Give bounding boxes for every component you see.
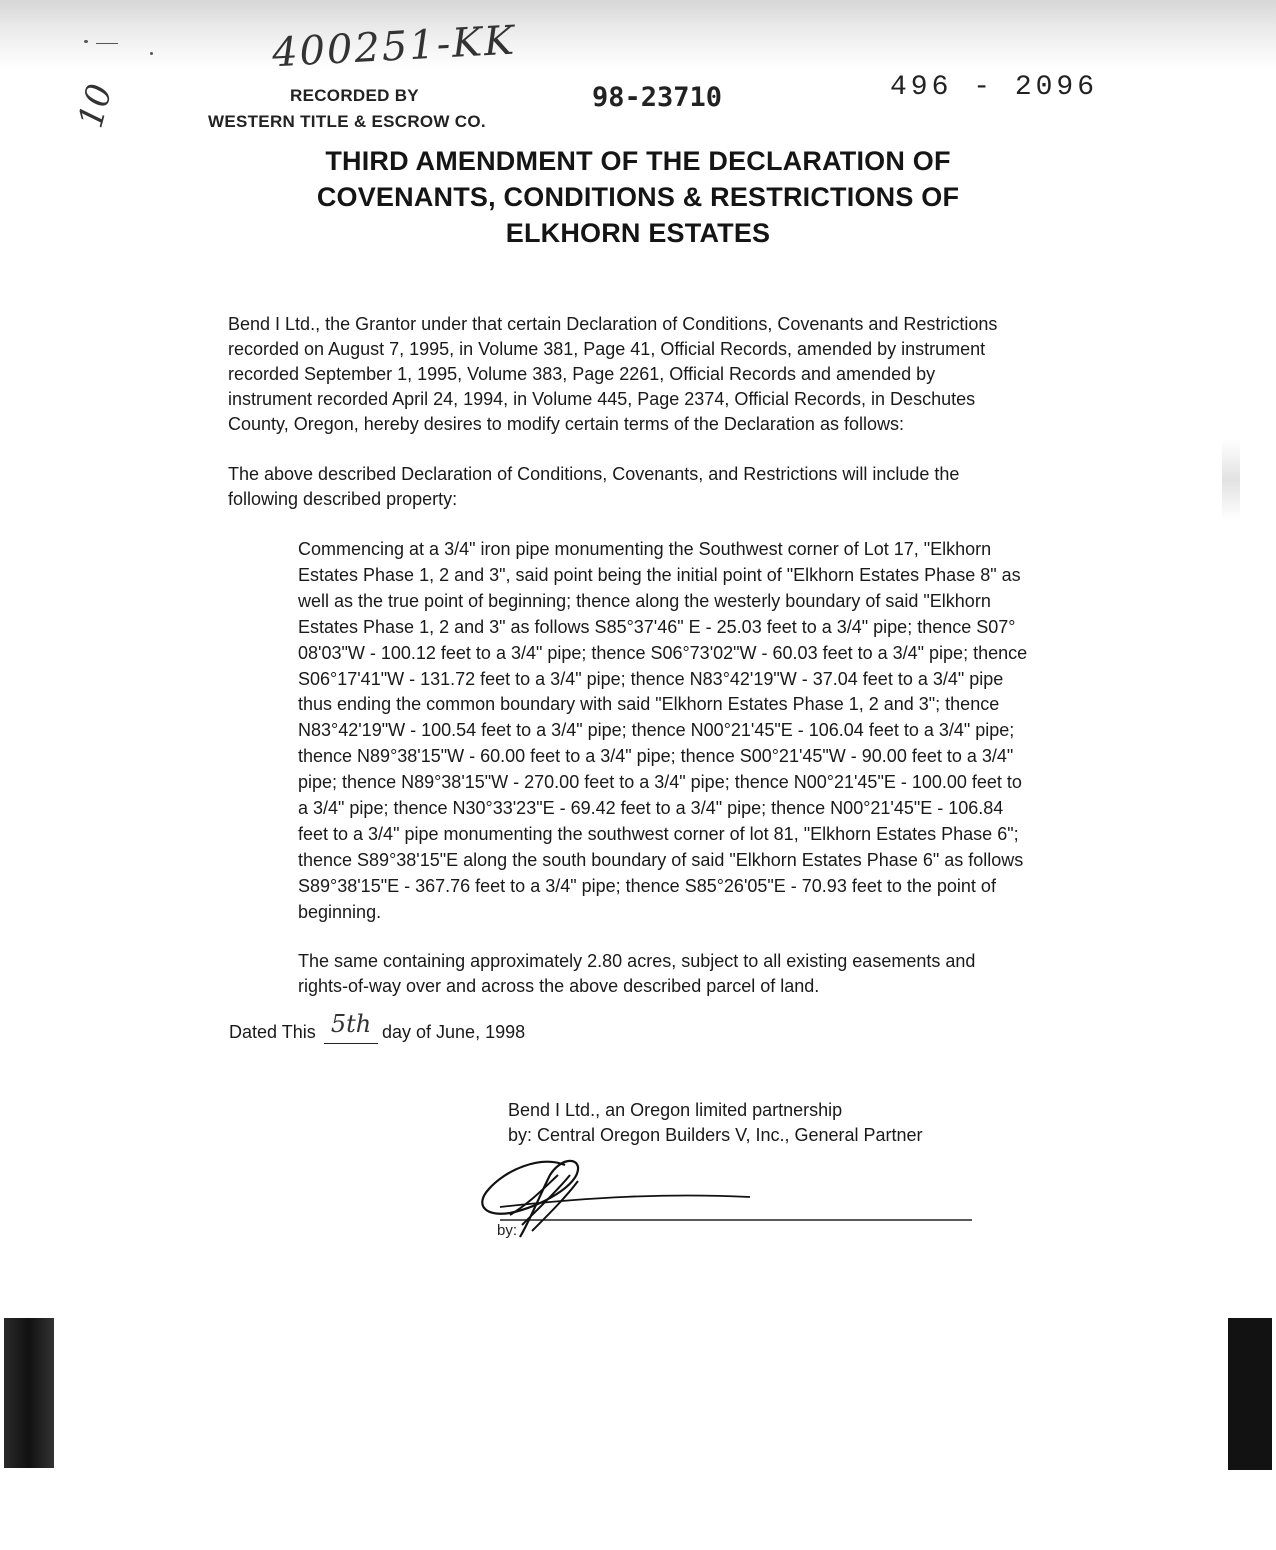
text-line: County, Oregon, hereby desires to modify certain terms of the Declaration as follows: bbox=[228, 414, 904, 434]
text-line: following described property: bbox=[228, 489, 458, 509]
recorded-by-label: RECORDED BY bbox=[290, 86, 419, 105]
dated-prefix: Dated This bbox=[229, 1022, 316, 1042]
text-line: beginning. bbox=[298, 901, 382, 922]
include-paragraph bbox=[228, 462, 1088, 512]
text-line: rights-of-way over and across the above described parcel of land. bbox=[298, 976, 820, 996]
text-line: N83°42'19"W - 100.54 feet to a 3/4" pipe; thence N00°21'45"E - 106.04 feet to a 3/4" pipe; bbox=[298, 720, 1015, 741]
document-number: 98-23710 bbox=[592, 82, 723, 113]
text-line: The same containing approximately 2.80 acres, subject to all existing easements and bbox=[298, 951, 976, 971]
signatory-name: Bend I Ltd., an Oregon limited partnership bbox=[508, 1100, 843, 1120]
text-line: Bend I Ltd., the Grantor under that certain Declaration of Conditions, Covenants and Restrictions bbox=[228, 314, 998, 334]
scan-edge-mark-right bbox=[1228, 1318, 1272, 1470]
text-line: recorded September 1, 1995, Volume 383, Page 2261, Official Records and amended by bbox=[228, 364, 936, 384]
handwritten-signature bbox=[470, 1145, 990, 1255]
text-line: feet to a 3/4" pipe monumenting the southwest corner of lot 81, "Elkhorn Estates Phase 6"; bbox=[298, 823, 1019, 844]
signatory-partner: by: Central Oregon Builders V, Inc., General Partner bbox=[508, 1125, 923, 1145]
by-label: by: bbox=[497, 1222, 518, 1239]
text-line: thence N89°38'15"W - 60.00 feet to a 3/4" pipe; thence S00°21'45"W - 90.00 feet to a 3/4" bbox=[298, 746, 1014, 767]
scan-speck bbox=[84, 40, 88, 43]
text-line: The above described Declaration of Conditions, Covenants, and Restrictions will include the bbox=[228, 464, 960, 484]
volume-page-number: 496 - 2096 bbox=[890, 72, 1099, 103]
recorded-by-company: WESTERN TITLE & ESCROW CO. bbox=[208, 112, 486, 131]
acreage-paragraph bbox=[298, 949, 1098, 999]
scan-header-band bbox=[0, 0, 1276, 70]
text-line: Commencing at a 3/4" iron pipe monumenting the Southwest corner of Lot 17, "Elkhorn bbox=[298, 539, 992, 559]
dated-suffix: day of June, 1998 bbox=[382, 1022, 526, 1042]
text-line: S89°38'15"E - 367.76 feet to a 3/4" pipe; thence S85°26'05"E - 70.93 feet to the point of bbox=[298, 875, 996, 896]
scan-speck bbox=[96, 43, 118, 44]
intro-paragraph bbox=[228, 312, 1088, 437]
scan-smudge bbox=[1222, 440, 1240, 520]
legal-description bbox=[298, 537, 1098, 926]
text-line: well as the true point of beginning; thence along the westerly boundary of said "Elkhorn bbox=[298, 590, 991, 611]
dated-day-underline bbox=[324, 1043, 378, 1044]
text-line: recorded on August 7, 1995, in Volume 381, Page 41, Official Records, amended by instrument bbox=[228, 339, 986, 359]
title-line: THIRD AMENDMENT OF THE DECLARATION OF bbox=[325, 146, 951, 176]
document-title bbox=[0, 143, 1276, 251]
text-line: Estates Phase 1, 2 and 3" as follows S85°37'46" E - 25.03 feet to a 3/4" pipe; thence S07° bbox=[298, 616, 1016, 637]
title-line: ELKHORN ESTATES bbox=[505, 218, 771, 248]
text-line: S06°17'41"W - 131.72 feet to a 3/4" pipe; thence N83°42'19"W - 37.04 feet to a 3/4" pipe bbox=[298, 668, 1004, 689]
dated-day-handwritten: 5th bbox=[330, 1010, 372, 1038]
scan-speck bbox=[150, 52, 153, 55]
title-line: COVENANTS, CONDITIONS & RESTRICTIONS OF bbox=[316, 182, 960, 212]
text-line: 08'03"W - 100.12 feet to a 3/4" pipe; thence S06°73'02"W - 60.03 feet to a 3/4" pipe; thence bbox=[298, 642, 1028, 663]
text-line: a 3/4" pipe; thence N30°33'23"E - 69.42 feet to a 3/4" pipe; thence N00°21'45"E - 106.84 bbox=[298, 798, 1004, 819]
text-line: instrument recorded April 24, 1994, in Volume 445, Page 2374, Official Records, in Deschutes bbox=[228, 389, 976, 409]
text-line: thus ending the common boundary with said "Elkhorn Estates Phase 1, 2 and 3"; thence bbox=[298, 694, 1000, 715]
text-line: thence S89°38'15"E along the south boundary of said "Elkhorn Estates Phase 6" as follows bbox=[298, 849, 1024, 870]
text-line: Estates Phase 1, 2 and 3", said point being the initial point of "Elkhorn Estates Phase 8" as bbox=[298, 564, 1021, 585]
handwritten-file-number: 400251-KK bbox=[270, 17, 518, 77]
text-line: pipe; thence N89°38'15"W - 270.00 feet to a 3/4" pipe; thence N00°21'45"E - 100.00 feet to bbox=[298, 772, 1022, 793]
margin-mark: 10 bbox=[70, 79, 121, 133]
scan-edge-mark-left bbox=[4, 1318, 54, 1468]
